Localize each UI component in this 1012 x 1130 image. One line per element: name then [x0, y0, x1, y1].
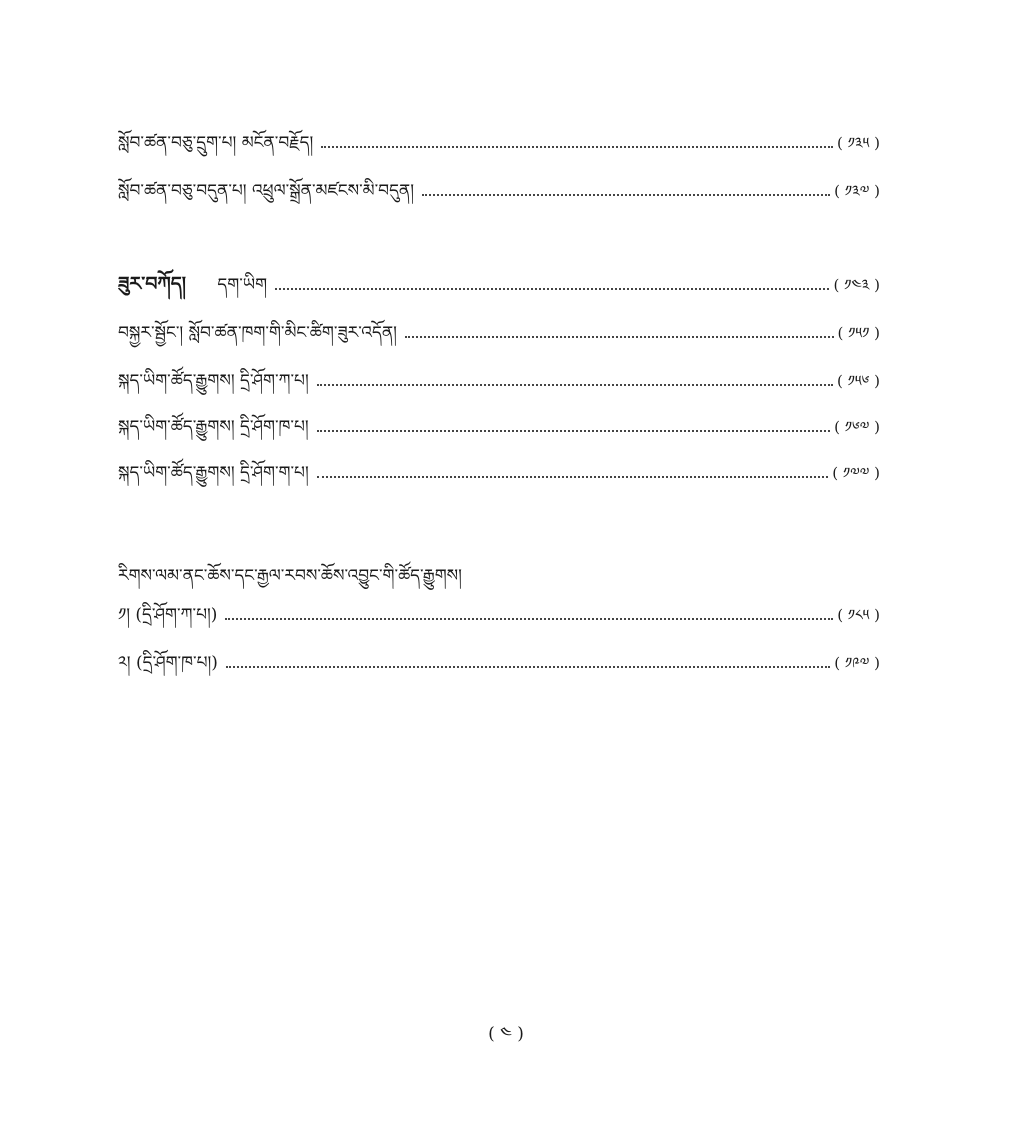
dot-leader: [317, 475, 829, 478]
toc-entry-page: ( ༡༥༡ ): [837, 324, 880, 342]
toc-entry-page: ( ༡༩༧ ): [834, 654, 880, 672]
toc-entry: [118, 314, 880, 344]
dot-leader: [275, 287, 829, 290]
toc-entry: [118, 454, 880, 484]
toc-entry-page: ( ༡༣༥ ): [837, 134, 880, 152]
toc-entry-page: ( ༡༣༧ ): [834, 182, 880, 200]
toc-entry-title: སློབ་ཚན་བཅུ་དྲུག་པ། མངོན་བརྗོད།: [118, 133, 314, 153]
toc-entry-title: སློབ་ཚན་བཅུ་བདུན་པ། འཕྲུལ་སྒྲོན་མཛངས་མི་བདུན།: [118, 181, 415, 201]
toc-heading-entry: [118, 266, 880, 296]
toc-entry: [118, 362, 880, 392]
toc-entry-title: སྐད་ཡིག་ཚོད་རྒྱུགས། དྲི་ཤོག་ཀ་པ།: [118, 371, 309, 391]
toc-entry: [118, 172, 880, 202]
toc-entry-title: སྐད་ཡིག་ཚོད་རྒྱུགས། དྲི་ཤོག་ཁ་པ།: [118, 417, 309, 437]
toc-entry-title: དག་ཡིག: [217, 275, 268, 295]
dot-leader: [422, 193, 830, 196]
toc-entry-title: ༢། (དྲི་ཤོག་ཁ་པ།): [118, 653, 218, 673]
dot-leader: [317, 383, 833, 386]
toc-entry-title: བསྐྱར་སྦྱོང་། སློབ་ཚན་ཁག་གི་མིང་ཚིག་ཟུར་འདོན།: [118, 323, 397, 343]
toc-entry-title: ༡། (དྲི་ཤོག་ཀ་པ།): [118, 605, 218, 625]
dot-leader: [321, 145, 833, 148]
toc-entry-page: ( ༡༦༧ ): [834, 418, 880, 436]
toc-entry: [118, 596, 880, 626]
dot-leader: [317, 429, 830, 432]
toc-entry-title: སྐད་ཡིག་ཚོད་རྒྱུགས། དྲི་ཤོག་ག་པ།: [118, 463, 309, 483]
appendix-label: ཟུར་བཀོད།: [118, 273, 186, 295]
dot-leader: [225, 617, 833, 620]
toc-entry: [118, 124, 880, 154]
dot-leader: [405, 335, 834, 338]
dot-leader: [226, 665, 830, 668]
toc-entry-page: ( ༡༥༦ ): [837, 372, 880, 390]
toc-entry: [118, 644, 880, 674]
page-number: ( ༤ ): [488, 1024, 524, 1044]
toc-entry-page: ( ༡༨༥ ): [837, 606, 880, 624]
toc-entry: [118, 408, 880, 438]
section-heading: རིགས་ལམ་ནང་ཆོས་དང་རྒྱལ་རབས་ཆོས་འབྱུང་གི་ཚོད་རྒྱུགས།: [118, 566, 462, 586]
toc-entry-page: ( ༡༧༧ ): [832, 464, 880, 482]
toc-entry-page: ( ༡༤༣ ): [833, 276, 880, 294]
